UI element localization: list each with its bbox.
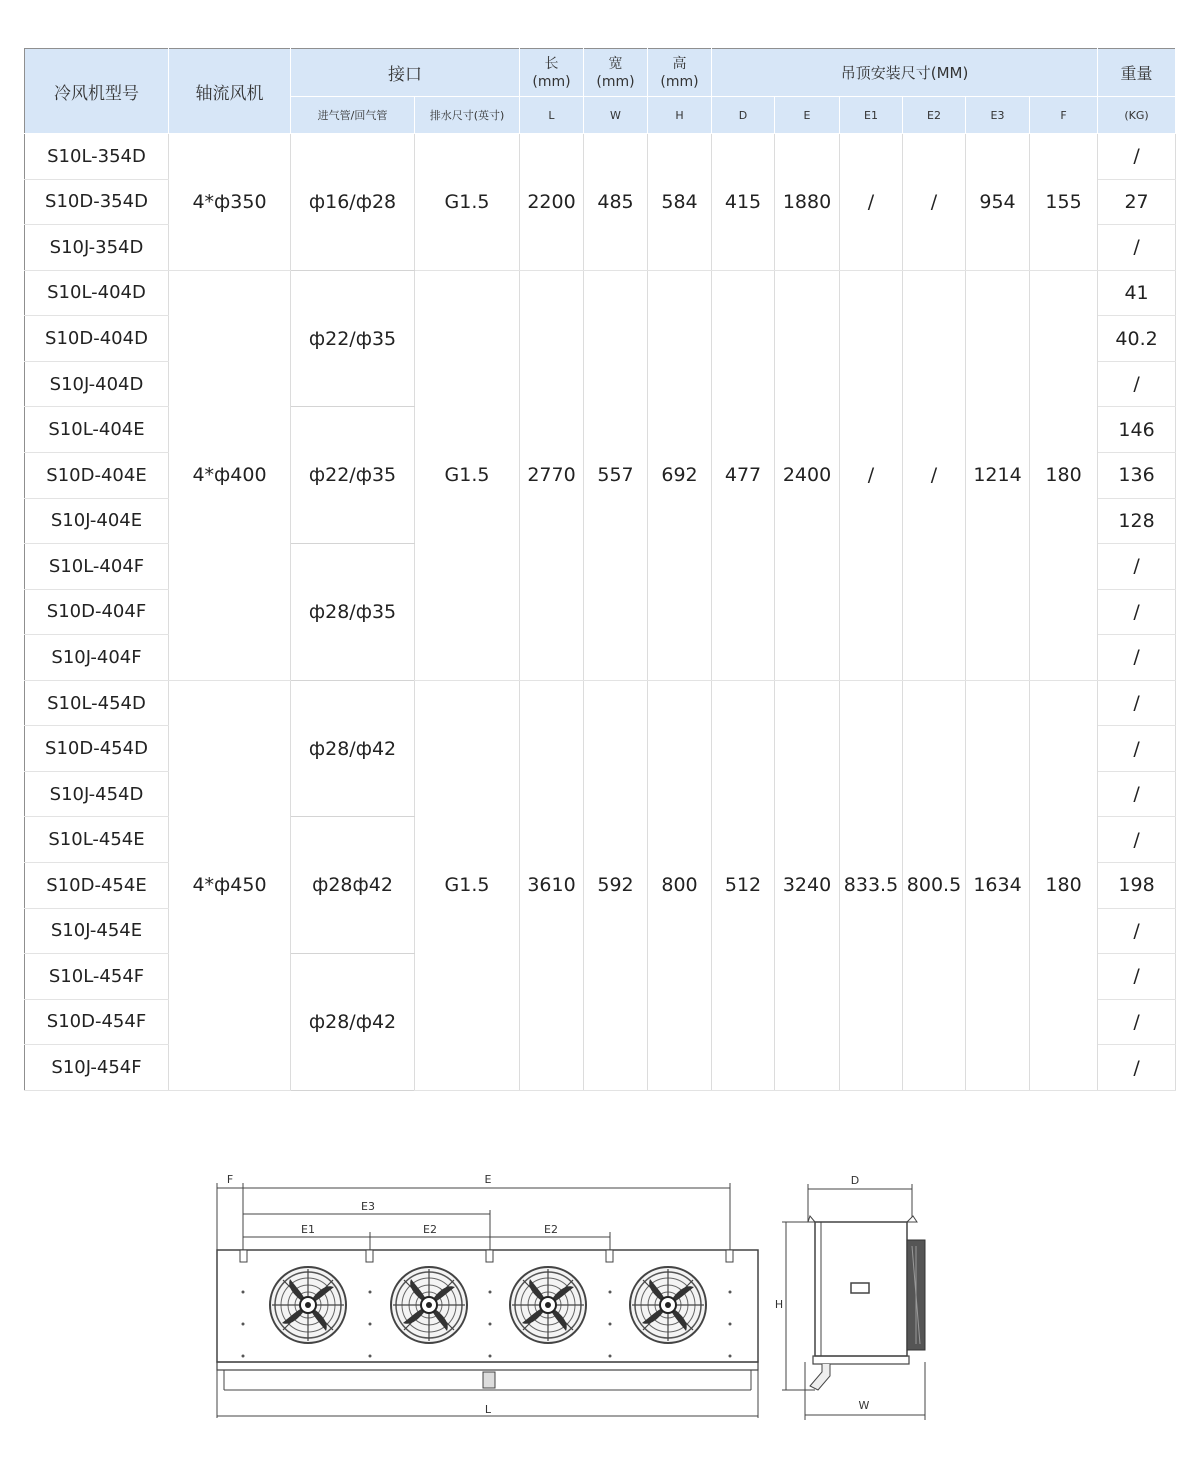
weight-cell: / (1098, 635, 1176, 681)
weight-cell: 40.2 (1098, 316, 1176, 362)
weight-cell: 41 (1098, 270, 1176, 316)
header-H: H (648, 97, 712, 134)
model-cell: S10J-354D (25, 225, 169, 271)
model-cell: S10D-454F (25, 999, 169, 1045)
header-E2: E2 (903, 97, 966, 134)
spec-table-body (25, 134, 1176, 1091)
header-width: 宽 (mm) (584, 49, 648, 97)
table-row (25, 680, 1176, 726)
e1-cell: 833.5 (840, 680, 903, 1090)
weight-cell: / (1098, 589, 1176, 635)
weight-cell: / (1098, 680, 1176, 726)
dim-D-label: D (850, 1174, 860, 1187)
dim-W-label: W (858, 1399, 870, 1412)
model-cell: S10D-404E (25, 452, 169, 498)
dim-E2-label-2: E2 (544, 1223, 558, 1236)
fan-cell: 4*ф450 (169, 680, 291, 1090)
pipe-cell: ф28ф42 (291, 817, 415, 954)
header-install: 吊顶安装尺寸(MM) (712, 49, 1098, 97)
w-cell: 592 (584, 680, 648, 1090)
weight-cell: 146 (1098, 407, 1176, 453)
header-height: 高 (mm) (648, 49, 712, 97)
e3-cell: 1634 (966, 680, 1030, 1090)
pipe-cell: ф28/ф42 (291, 954, 415, 1091)
pipe-cell: ф22/ф35 (291, 270, 415, 407)
dim-H-label: H (774, 1298, 784, 1311)
pipe-cell: ф28/ф35 (291, 544, 415, 681)
header-weight: 重量 (1098, 49, 1176, 97)
table-row (25, 270, 1176, 316)
weight-cell: / (1098, 544, 1176, 590)
header-E1: E1 (840, 97, 903, 134)
model-cell: S10D-454E (25, 863, 169, 909)
weight-cell: / (1098, 999, 1176, 1045)
w-cell: 557 (584, 270, 648, 680)
d-cell: 477 (712, 270, 775, 680)
model-cell: S10L-454F (25, 954, 169, 1000)
header-interface: 接口 (291, 49, 520, 97)
w-cell: 485 (584, 134, 648, 271)
model-cell: S10L-354D (25, 134, 169, 180)
dim-E1-label: E1 (301, 1223, 315, 1236)
model-cell: S10J-404D (25, 361, 169, 407)
header-drain: 排水尺寸(英寸) (415, 97, 520, 134)
fan-cell: 4*ф350 (169, 134, 291, 271)
e1-cell: / (840, 134, 903, 271)
model-cell: S10J-454F (25, 1045, 169, 1091)
e3-cell: 954 (966, 134, 1030, 271)
weight-cell: 27 (1098, 179, 1176, 225)
weight-cell: 198 (1098, 863, 1176, 909)
fan-cell: 4*ф400 (169, 270, 291, 680)
header-L: L (520, 97, 584, 134)
model-cell: S10J-454D (25, 771, 169, 817)
model-cell: S10L-454D (25, 680, 169, 726)
e2-cell: / (903, 270, 966, 680)
f-cell: 155 (1030, 134, 1098, 271)
model-cell: S10J-404F (25, 635, 169, 681)
dim-E2-label-1: E2 (423, 1223, 437, 1236)
e3-cell: 1214 (966, 270, 1030, 680)
model-cell: S10L-404D (25, 270, 169, 316)
table-row (25, 134, 1176, 180)
dim-E-label: E (484, 1173, 492, 1186)
weight-cell: / (1098, 134, 1176, 180)
weight-cell: / (1098, 908, 1176, 954)
weight-cell: / (1098, 954, 1176, 1000)
weight-cell: / (1098, 1045, 1176, 1091)
weight-cell: / (1098, 225, 1176, 271)
drain-cell: G1.5 (415, 134, 520, 271)
front-view (217, 1183, 758, 1418)
side-view (782, 1184, 925, 1420)
weight-cell: 136 (1098, 452, 1176, 498)
pipe-cell: ф16/ф28 (291, 134, 415, 271)
weight-cell: / (1098, 361, 1176, 407)
f-cell: 180 (1030, 680, 1098, 1090)
dim-E3-label: E3 (361, 1200, 375, 1213)
model-cell: S10L-404F (25, 544, 169, 590)
model-cell: S10D-404D (25, 316, 169, 362)
e2-cell: / (903, 134, 966, 271)
header-F: F (1030, 97, 1098, 134)
header-W: W (584, 97, 648, 134)
header-E: E (775, 97, 840, 134)
d-cell: 415 (712, 134, 775, 271)
drain-cell: G1.5 (415, 270, 520, 680)
model-cell: S10J-454E (25, 908, 169, 954)
l-cell: 2770 (520, 270, 584, 680)
dim-F-label: F (226, 1173, 234, 1186)
weight-cell: / (1098, 771, 1176, 817)
header-length: 长 (mm) (520, 49, 584, 97)
l-cell: 2200 (520, 134, 584, 271)
header-model: 冷风机型号 (25, 49, 169, 134)
e1-cell: / (840, 270, 903, 680)
pipe-cell: ф22/ф35 (291, 407, 415, 544)
e-cell: 2400 (775, 270, 840, 680)
weight-cell: / (1098, 726, 1176, 772)
d-cell: 512 (712, 680, 775, 1090)
model-cell: S10D-454D (25, 726, 169, 772)
model-cell: S10J-404E (25, 498, 169, 544)
header-E3: E3 (966, 97, 1030, 134)
model-cell: S10L-404E (25, 407, 169, 453)
h-cell: 584 (648, 134, 712, 271)
model-cell: S10D-404F (25, 589, 169, 635)
drain-cell: G1.5 (415, 680, 520, 1090)
weight-cell: 128 (1098, 498, 1176, 544)
h-cell: 692 (648, 270, 712, 680)
pipe-cell: ф28/ф42 (291, 680, 415, 817)
spec-table (24, 48, 1176, 1091)
e-cell: 1880 (775, 134, 840, 271)
header-pipe: 进气管/回气管 (291, 97, 415, 134)
model-cell: S10L-454E (25, 817, 169, 863)
e2-cell: 800.5 (903, 680, 966, 1090)
e-cell: 3240 (775, 680, 840, 1090)
dim-L-label: L (484, 1403, 492, 1416)
front-view-rivets (242, 1291, 732, 1358)
f-cell: 180 (1030, 270, 1098, 680)
header-D: D (712, 97, 775, 134)
model-cell: S10D-354D (25, 179, 169, 225)
l-cell: 3610 (520, 680, 584, 1090)
h-cell: 800 (648, 680, 712, 1090)
weight-cell: / (1098, 817, 1176, 863)
header-fan: 轴流风机 (169, 49, 291, 134)
header-weight-unit: (KG) (1098, 97, 1176, 134)
